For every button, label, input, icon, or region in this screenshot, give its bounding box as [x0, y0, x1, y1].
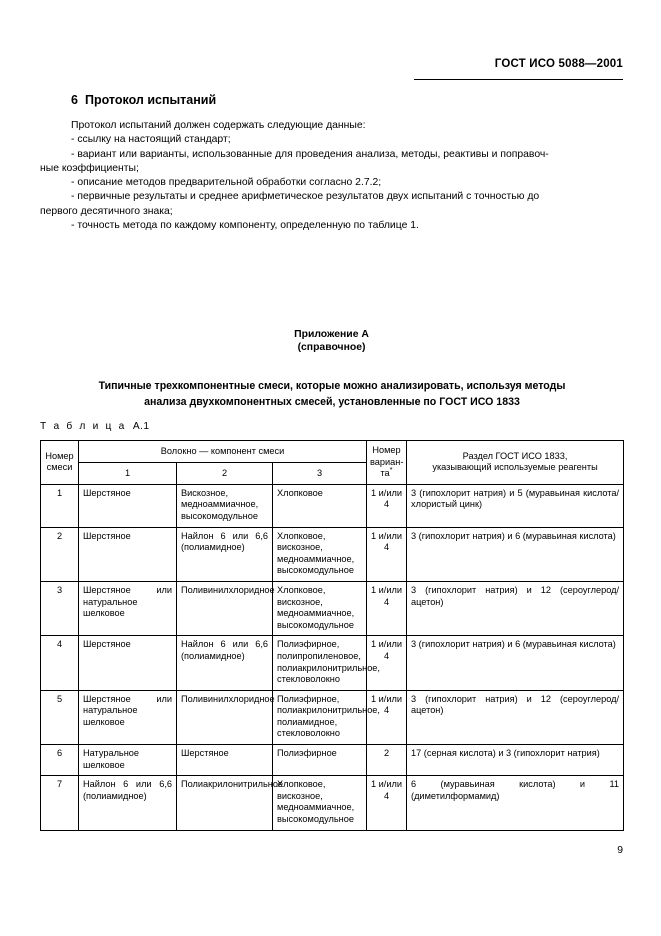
table-caption-number: А.1 — [132, 421, 150, 432]
clause-item-6: - точность метода по каждому компоненту, определенную по таблице 1. — [71, 220, 419, 232]
table-row — [41, 745, 624, 776]
col-header-fibre-1: 1 — [79, 462, 177, 484]
cell-section: 6 (муравьиная кислота) и 11 (диметилформамид) — [407, 776, 624, 830]
col-header-section — [407, 441, 624, 485]
header-rule — [414, 79, 623, 80]
cell-fibre-2: Найлон 6 или 6,6 (полиамидное) — [177, 636, 273, 690]
table-caption — [40, 421, 149, 432]
table-body — [41, 484, 624, 830]
cell-section: 3 (гипохлорит натрия) и 6 (муравьиная кислота) — [407, 527, 624, 581]
cell-fibre-1: Шерстяное — [79, 527, 177, 581]
cell-fibre-2: Найлон 6 или 6,6 (полиамидное) — [177, 527, 273, 581]
cell-mixture-number: 2 — [41, 527, 79, 581]
annex-title — [54, 378, 610, 410]
col-header-mixture-number-l2: смеси — [46, 462, 73, 473]
cell-section: 3 (гипохлорит натрия) и 12 (сероуглерод/ацетон) — [407, 581, 624, 635]
cell-fibre-3: Хлопковое, вискозное, медноаммиачное, высокомодульное — [273, 527, 367, 581]
annex-title-line1: Типичные трехкомпонентные смеси, которые можно анализировать, используя методы — [98, 380, 566, 392]
cell-fibre-3: Хлопковое — [273, 484, 367, 527]
col-header-variant-l3: та — [380, 468, 390, 479]
annex-heading — [40, 328, 623, 354]
cell-section: 3 (гипохлорит натрия) и 5 (муравьиная кислота/хлористый цинк) — [407, 484, 624, 527]
clause-title-text: Протокол испытаний — [84, 93, 217, 107]
page-title — [71, 93, 216, 107]
clause-body — [40, 119, 623, 233]
col-header-section-l1: Раздел ГОСТ ИСО 1833, — [462, 450, 568, 461]
cell-fibre-3: Полиэфирное — [273, 745, 367, 776]
cell-variant-number: 1 и/или 4 — [367, 581, 407, 635]
cell-mixture-number: 4 — [41, 636, 79, 690]
clause-intro: Протокол испытаний должен содержать следующие данные: — [71, 120, 366, 131]
clause-item-4: - первичные результаты и среднее арифметическое результатов двух испытаний с точностью до — [71, 191, 540, 203]
clause-item-0: - ссылку на настоящий стандарт; — [71, 134, 231, 146]
cell-fibre-2: Полиакрилонитрильное — [177, 776, 273, 830]
cell-fibre-1: Натуральное шелковое — [79, 745, 177, 776]
table-header-row-1 — [41, 441, 624, 463]
table-row — [41, 776, 624, 830]
cell-variant-number: 2 — [367, 745, 407, 776]
col-header-mixture-number — [41, 441, 79, 485]
cell-fibre-1: Найлон 6 или 6,6 (полиамидное) — [79, 776, 177, 830]
col-header-mixture-number-l1: Номер — [45, 450, 74, 461]
col-header-fibre-3: 3 — [273, 462, 367, 484]
cell-mixture-number: 6 — [41, 745, 79, 776]
table-caption-word: Т а б л и ц а — [40, 421, 127, 432]
cell-variant-number: 1 и/или 4 — [367, 690, 407, 744]
page-number: 9 — [617, 845, 623, 856]
table-row — [41, 527, 624, 581]
cell-fibre-2: Поливинилхлоридное — [177, 690, 273, 744]
cell-fibre-2: Шерстяное — [177, 745, 273, 776]
cell-variant-number: 1 и/или 4 — [367, 776, 407, 830]
col-header-variant-l1: Номер — [372, 445, 401, 455]
col-header-variant-l2: вариан- — [370, 456, 404, 467]
cell-section: 17 (серная кислота) и 3 (гипохлорит натрия) — [407, 745, 624, 776]
col-header-fibre-group: Волокно — компонент смеси — [79, 441, 367, 463]
cell-fibre-1: Шерстяное — [79, 484, 177, 527]
cell-fibre-2: Вискозное, медноаммиачное, высокомодульное — [177, 484, 273, 527]
clause-item-3: - описание методов предварительной обработки согласно 2.7.2; — [71, 177, 382, 189]
cell-variant-number: 1 и/или 4 — [367, 484, 407, 527]
cell-mixture-number: 7 — [41, 776, 79, 830]
cell-section: 3 (гипохлорит натрия) и 6 (муравьиная кислота) — [407, 636, 624, 690]
clause-item-2: ные коэффициенты; — [40, 162, 139, 174]
col-header-section-l2: указывающий используемые реагенты — [432, 462, 598, 473]
table-row — [41, 484, 624, 527]
cell-mixture-number: 5 — [41, 690, 79, 744]
table-row — [41, 690, 624, 744]
clause-item-5: первого десятичного знака; — [40, 205, 173, 217]
running-header: ГОСТ ИСО 5088—2001 — [494, 58, 623, 70]
cell-mixture-number: 3 — [41, 581, 79, 635]
col-header-variant-number — [367, 441, 407, 485]
annex-label: Приложение А — [294, 329, 369, 340]
table-a1 — [40, 440, 624, 831]
cell-fibre-1: Шерстяное или натуральное шелковое — [79, 581, 177, 635]
cell-fibre-2: Поливинилхлоридное — [177, 581, 273, 635]
cell-fibre-1: Шерстяное — [79, 636, 177, 690]
annex-title-line2: анализа двухкомпонентных смесей, установленные по ГОСТ ИСО 1833 — [144, 396, 520, 408]
cell-fibre-3: Полиэфирное, полипропиленовое, полиакрилонитрильное, стекловолокно — [273, 636, 367, 690]
table-a1-wrapper — [40, 440, 623, 831]
footnote-marker: * — [389, 465, 393, 475]
table-header — [41, 441, 624, 485]
cell-variant-number: 1 и/или 4 — [367, 636, 407, 690]
table-row — [41, 581, 624, 635]
cell-variant-number: 1 и/или 4 — [367, 527, 407, 581]
clause-number: 6 — [71, 93, 78, 107]
cell-fibre-3: Хлопковое, вискозное, медноаммиачное, высокомодульное — [273, 776, 367, 830]
cell-fibre-3: Полиэфирное, полиакрилонитрильное, полиамидное, стекловолокно — [273, 690, 367, 744]
clause-item-1: - вариант или варианты, использованные для проведения анализа, методы, реактивы и поправоч- — [71, 148, 549, 160]
col-header-fibre-2: 2 — [177, 462, 273, 484]
cell-fibre-1: Шерстяное или натуральное шелковое — [79, 690, 177, 744]
cell-mixture-number: 1 — [41, 484, 79, 527]
cell-section: 3 (гипохлорит натрия) и 12 (сероуглерод/ацетон) — [407, 690, 624, 744]
annex-kind: (справочное) — [297, 342, 366, 353]
cell-fibre-3: Хлопковое, вискозное, медноаммиачное, высокомодульное — [273, 581, 367, 635]
table-row — [41, 636, 624, 690]
